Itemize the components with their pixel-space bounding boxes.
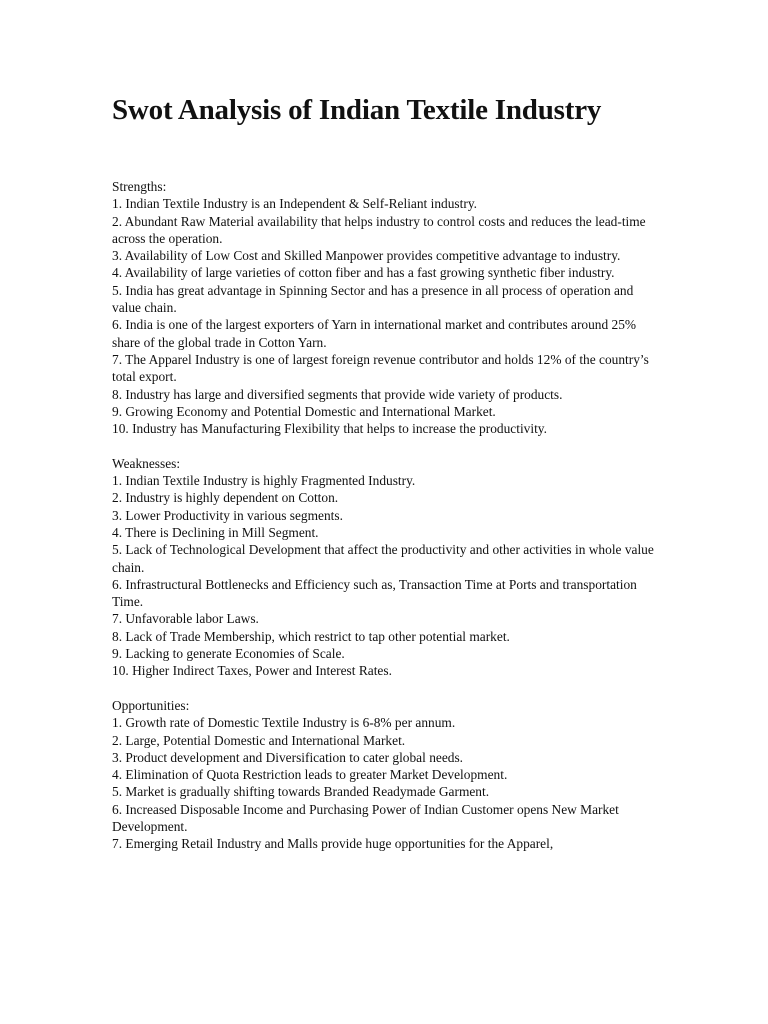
strengths-list: [112, 195, 657, 437]
weaknesses-section: [112, 455, 657, 680]
list-item: 3. Availability of Low Cost and Skilled Manpower provides competitive advantage to industry.: [112, 248, 621, 264]
weaknesses-heading: Weaknesses:: [112, 455, 181, 471]
list-item: 2. Abundant Raw Material availability that helps industry to control costs and reduces the lead-time across the operation.: [112, 213, 646, 246]
list-item: 7. The Apparel Industry is one of largest foreign revenue contributor and holds 12% of the country’s total export.: [112, 351, 649, 385]
list-item: 10. Higher Indirect Taxes, Power and Interest Rates.: [112, 663, 392, 679]
list-item: 1. Growth rate of Domestic Textile Industry is 6-8% per annum.: [112, 715, 456, 731]
list-item: 9. Lacking to generate Economies of Scale.: [112, 646, 345, 662]
list-item: 4. There is Declining in Mill Segment.: [112, 524, 319, 540]
list-item: 3. Product development and Diversification to cater global needs.: [112, 749, 464, 765]
opportunities-section: [112, 697, 657, 853]
list-item: 10. Industry has Manufacturing Flexibility that helps to increase the productivity.: [112, 421, 547, 437]
list-item: 5. Lack of Technological Development that affect the productivity and other activities in whole value chain.: [112, 542, 654, 575]
list-item: 9. Growing Economy and Potential Domestic and International Market.: [112, 403, 496, 419]
list-item: 8. Industry has large and diversified segments that provide wide variety of products.: [112, 386, 563, 402]
opportunities-heading: Opportunities:: [112, 697, 190, 713]
weaknesses-list: [112, 472, 657, 680]
list-item: 7. Unfavorable labor Laws.: [112, 611, 259, 627]
list-item: 3. Lower Productivity in various segments.: [112, 507, 343, 523]
list-item: 4. Availability of large varieties of cotton fiber and has a fast growing synthetic fiber industry.: [112, 265, 615, 281]
list-item: 6. Increased Disposable Income and Purchasing Power of Indian Customer opens New Market Development.: [112, 801, 619, 834]
list-item: 6. Infrastructural Bottlenecks and Efficiency such as, Transaction Time at Ports and transportation Time.: [112, 576, 637, 610]
list-item: 4. Elimination of Quota Restriction leads to greater Market Development.: [112, 767, 508, 783]
list-item: 5. India has great advantage in Spinning Sector and has a presence in all process of operation and value chain.: [112, 282, 634, 316]
list-item: 1. Indian Textile Industry is an Independent & Self-Reliant industry.: [112, 196, 477, 212]
document-body: [112, 178, 657, 870]
list-item: 5. Market is gradually shifting towards Branded Readymade Garment.: [112, 784, 490, 800]
document-title: Swot Analysis of Indian Textile Industry: [112, 94, 602, 126]
list-item: 7. Emerging Retail Industry and Malls provide huge opportunities for the Apparel,: [112, 836, 554, 852]
list-item: 2. Large, Potential Domestic and International Market.: [112, 732, 406, 748]
list-item: 6. India is one of the largest exporters of Yarn in international market and contributes around 25% share of the global trade in Cotton Yarn.: [112, 317, 637, 350]
strengths-section: [112, 178, 657, 437]
list-item: 1. Indian Textile Industry is highly Fragmented Industry.: [112, 473, 416, 489]
list-item: 2. Industry is highly dependent on Cotton.: [112, 490, 339, 506]
list-item: 8. Lack of Trade Membership, which restrict to tap other potential market.: [112, 628, 510, 644]
strengths-heading: Strengths:: [112, 179, 167, 194]
opportunities-list: [112, 714, 657, 852]
